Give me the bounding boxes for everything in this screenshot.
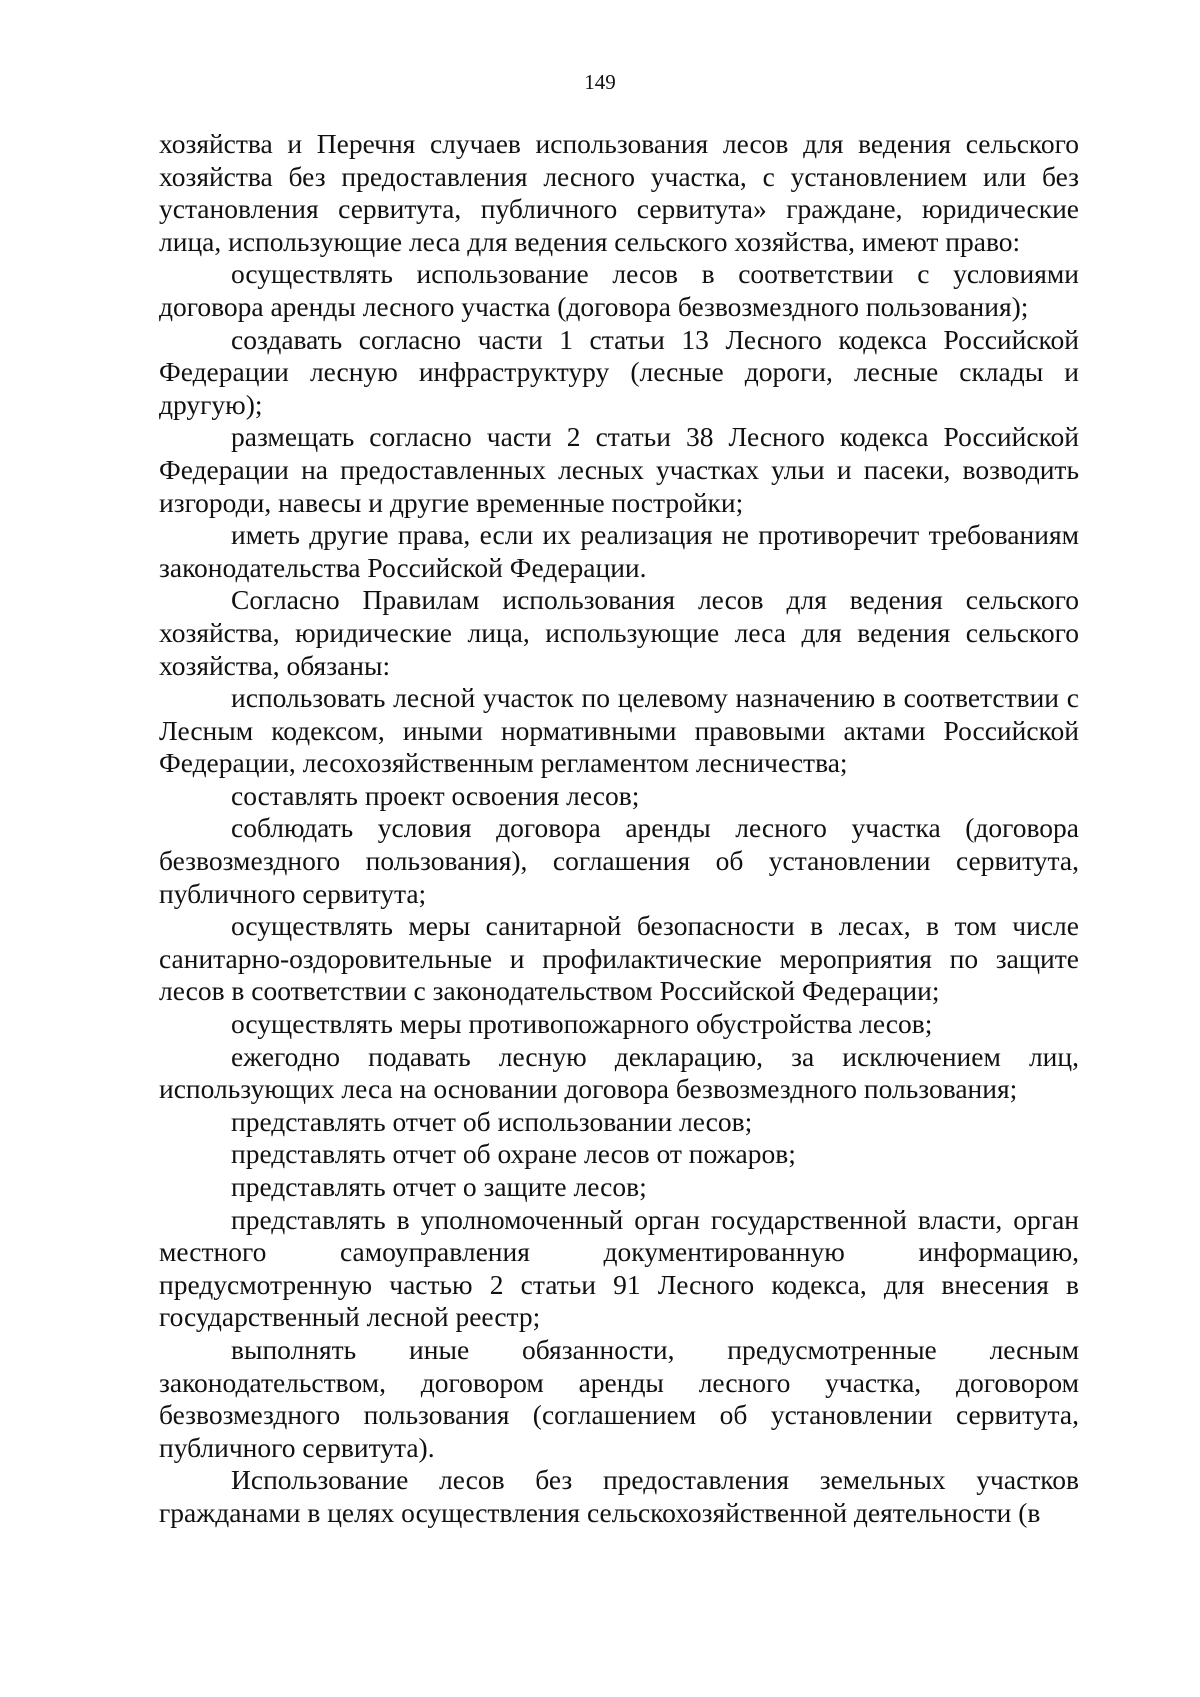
paragraph-continuation: хозяйства и Перечня случаев использования лесов для ведения сельского хозяйства без предоставления лесного участка, с установлением или без установления сервитута, публичного сервитута» граждане, юридические лица, использующие леса для ведения сельского хозяйства, имеют право: [159,128,1079,257]
paragraph-obligation-sanitary: осуществлять меры санитарной безопасности в лесах, в том числе санитарно-оздоровительные и профилактические мероприятия по защите лесов в соответствии с законодательством Российской Федерации; [159,910,1079,1007]
page-number: 149 [584,70,616,94]
paragraph-obligation-report-use: представлять отчет об использовании лесов; [231,1105,753,1137]
paragraph-right-use-forests: осуществлять использование лесов в соответствии с условиями договора аренды лесного участка (договора безвозмездного пользования); [159,258,1079,322]
document-body [159,128,1079,1530]
paragraph-obligation-project: составлять проект освоения лесов; [231,779,640,811]
paragraph-obligation-report-protection: представлять отчет о защите лесов; [231,1171,647,1202]
paragraph-right-infrastructure: создавать согласно части 1 статьи 13 Лесного кодекса Российской Федерации лесную инфраструктуру (лесные дороги, лесные склады и другую); [159,323,1079,420]
paragraph-use-without-plots: Использование лесов без предоставления земельных участков гражданами в целях осуществления сельскохозяйственной деятельности (в [159,1464,1079,1528]
paragraph-obligation-other: выполнять иные обязанности, предусмотренные лесным законодательством, договором аренды лесного участка, договором безвозмездного пользования (соглашением об установлении сервитута, публичного сервитута). [159,1333,1079,1463]
paragraph-right-other: иметь другие права, если их реализация не противоречит требованиям законодательства Российской Федерации. [159,519,1079,583]
paragraph-obligation-contract: соблюдать условия договора аренды лесного участка (договора безвозмездного пользования), соглашения об установлении сервитута, публичного сервитута; [159,812,1079,909]
paragraph-obligation-registry: представлять в уполномоченный орган государственной власти, орган местного самоуправления документированную информацию, предусмотренную частью 2 статьи 91 Лесного кодекса, для внесения в государственный лесной реестр; [159,1203,1079,1333]
paragraph-obligations-intro: Согласно Правилам использования лесов для ведения сельского хозяйства, юридические лица, использующие леса для ведения сельского хозяйства, обязаны: [159,584,1079,681]
paragraph-obligation-report-fire: представлять отчет об охране лесов от пожаров; [231,1138,796,1170]
paragraph-obligation-declaration: ежегодно подавать лесную декларацию, за исключением лиц, использующих леса на основании договора безвозмездного пользования; [159,1040,1079,1105]
paragraph-obligation-purpose: использовать лесной участок по целевому назначению в соответствии с Лесным кодексом, иными нормативными правовыми актами Российской Федерации, лесохозяйственным регламентом лесничества; [159,682,1079,779]
paragraph-right-apiaries: размещать согласно части 2 статьи 38 Лесного кодекса Российской Федерации на предоставленных лесных участках ульи и пасеки, возводить изгороди, навесы и другие временные постройки; [159,421,1079,518]
paragraph-obligation-fire: осуществлять меры противопожарного обустройства лесов; [231,1008,933,1040]
